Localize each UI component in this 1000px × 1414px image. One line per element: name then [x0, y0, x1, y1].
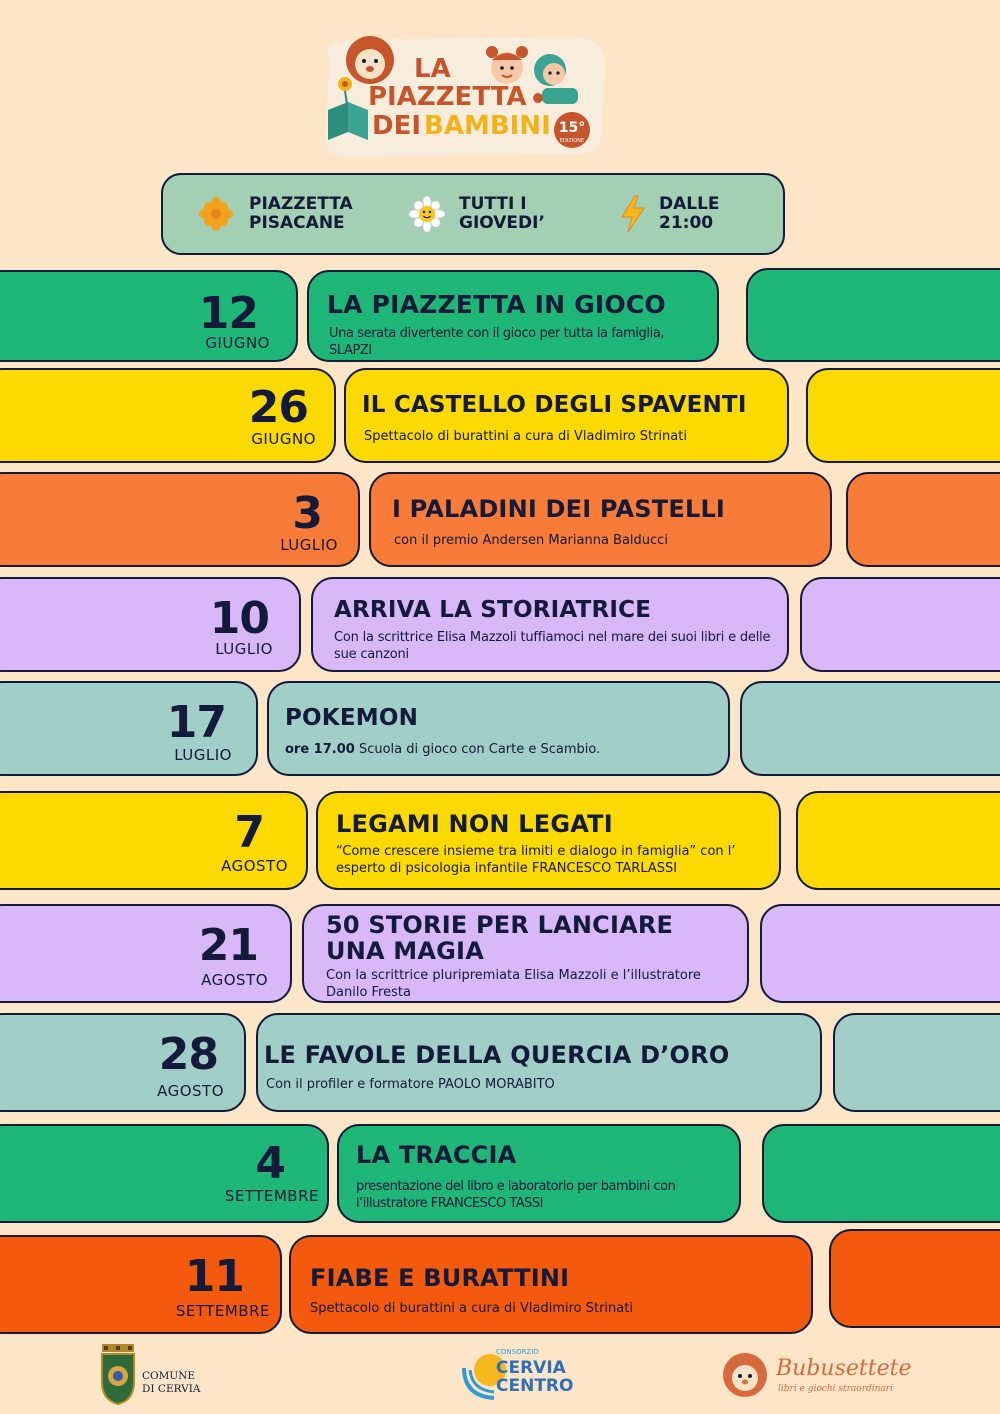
- event-month: SETTEMBRE: [175, 1302, 270, 1320]
- event-description: Con la scrittrice pluripremiata Elisa Mazzoli e l’illustratore Danilo Fresta: [326, 968, 701, 1000]
- event-card: [302, 904, 749, 1003]
- date-block: [0, 1235, 282, 1334]
- event-day: 26: [248, 382, 308, 433]
- event-description: con il premio Andersen Marianna Balducci: [394, 533, 668, 548]
- consorzio-cervia-centro-logo: [460, 1346, 574, 1402]
- event-card: [267, 681, 730, 776]
- logo-line3b: BAMBINI: [424, 111, 551, 141]
- event-title-line2: UNA MAGIA: [326, 937, 484, 965]
- logo-line3a: DEI: [372, 111, 422, 141]
- event-day: 21: [198, 920, 258, 971]
- event-logo: [310, 22, 620, 162]
- event-card: [256, 1013, 822, 1112]
- date-block: [0, 904, 292, 1003]
- event-day: 4: [255, 1138, 285, 1189]
- date-block: [0, 1013, 246, 1112]
- comune-di-cervia-logo: [98, 1342, 208, 1406]
- decor-brick: [796, 791, 1000, 890]
- event-month: LUGLIO: [280, 536, 338, 554]
- consorzio-small: CONSORZIO: [496, 1348, 539, 1356]
- edition-number: 15°: [558, 120, 586, 136]
- info-bar: [161, 173, 785, 255]
- event-card: [311, 577, 789, 672]
- event-day: 17: [166, 697, 226, 748]
- event-card: [307, 270, 719, 362]
- event-card: [337, 1124, 741, 1223]
- flower-icon: [199, 197, 233, 231]
- comune-line1: COMUNE: [142, 1370, 196, 1382]
- info-location: [249, 195, 353, 233]
- event-title-line1: 50 STORIE PER LANCIARE: [326, 911, 674, 939]
- event-description: presentazione del libro e laboratorio per bambini con l’illustratore FRANCESCO TASSI: [356, 1179, 676, 1211]
- event-month: AGOSTO: [157, 1082, 224, 1100]
- info-location-line2: PISACANE: [249, 213, 345, 233]
- info-location-line1: PIAZZETTA: [249, 194, 353, 214]
- info-day: [459, 195, 545, 233]
- event-card: [316, 791, 781, 890]
- event-description: Con la scrittrice Elisa Mazzoli tuffiamoci nel mare dei suoi libri e delle sue canzoni: [334, 630, 771, 662]
- event-title: LEGAMI NON LEGATI: [336, 810, 613, 838]
- date-block: [0, 1124, 329, 1223]
- event-day: 3: [292, 488, 322, 539]
- decor-brick: [762, 1124, 1000, 1223]
- event-title: ARRIVA LA STORIATRICE: [334, 597, 652, 623]
- event-month: GIUGNO: [251, 430, 316, 448]
- event-day: 10: [209, 593, 269, 644]
- event-description: Con il profiler e formatore PAOLO MORABITO: [266, 1077, 555, 1092]
- event-description: [285, 741, 705, 758]
- info-time: [659, 195, 720, 233]
- lion-icon: [346, 36, 394, 84]
- event-description: Una serata divertente con il gioco per tutta la famiglia, SLAPZI: [329, 326, 665, 358]
- decor-brick: [806, 368, 1000, 463]
- event-card: [369, 472, 832, 567]
- logo-graphic: [310, 22, 620, 162]
- event-title: LA PIAZZETTA IN GIOCO: [327, 290, 666, 319]
- consorzio-line2: CENTRO: [496, 1376, 574, 1396]
- decor-brick: [746, 268, 1000, 362]
- info-day-line1: TUTTI I: [459, 194, 527, 214]
- lightning-icon: [619, 195, 647, 233]
- event-card: [289, 1235, 813, 1334]
- date-block: [0, 368, 336, 463]
- consorzio-line1: CERVIA: [496, 1358, 566, 1378]
- decor-brick: [740, 681, 1000, 776]
- date-block: [0, 472, 360, 567]
- daisy-icon: [409, 196, 445, 232]
- bubusettete-logo: [720, 1350, 920, 1400]
- event-month: GIUGNO: [205, 334, 270, 352]
- event-month: AGOSTO: [221, 857, 288, 875]
- date-block: [0, 791, 308, 890]
- event-day: 28: [158, 1029, 218, 1080]
- event-card: [344, 368, 789, 463]
- event-title: IL CASTELLO DEGLI SPAVENTI: [362, 392, 747, 418]
- decor-brick: [800, 577, 1000, 672]
- decor-brick: [760, 904, 1000, 1003]
- info-day-line2: GIOVEDI’: [459, 213, 545, 233]
- event-day: 7: [234, 807, 264, 858]
- event-description: Spettacolo di burattini a cura di Vladimiro Strinati: [364, 429, 687, 444]
- logo-line2: PIAZZETTA: [368, 82, 527, 112]
- decor-brick: [833, 1013, 1000, 1112]
- event-description-text: Scuola di gioco con Carte e Scambio.: [354, 742, 601, 757]
- event-description: Spettacolo di burattini a cura di Vladimiro Strinati: [310, 1301, 633, 1316]
- info-time-line1: DALLE: [659, 194, 720, 214]
- bubusettete-tagline: libri e giochi straordinari: [778, 1384, 893, 1394]
- event-day: 12: [198, 288, 258, 339]
- event-title: LA TRACCIA: [356, 1141, 517, 1169]
- event-time: ore 17.00: [285, 742, 355, 757]
- event-title: LE FAVOLE DELLA QUERCIA D’ORO: [264, 1041, 730, 1069]
- event-description: “Come crescere insieme tra limiti e dialogo in famiglia” con l’ esperto di psicologia infantile FRANCESCO TARLASSI: [336, 844, 736, 876]
- decor-brick: [846, 472, 1000, 567]
- decor-brick: [829, 1229, 1000, 1328]
- comune-line2: DI CERVIA: [142, 1383, 201, 1395]
- event-title: FIABE E BURATTINI: [310, 1264, 570, 1292]
- event-month: SETTEMBRE: [224, 1187, 319, 1205]
- coat-of-arms-icon: [98, 1342, 138, 1406]
- date-block: [0, 681, 258, 776]
- event-month: LUGLIO: [215, 640, 273, 658]
- event-title: POKEMON: [285, 705, 419, 731]
- date-block: [0, 270, 298, 362]
- bubusettete-name: Bubusettete: [776, 1356, 912, 1381]
- info-time-line2: 21:00: [659, 213, 714, 233]
- edition-word: EDIZIONE: [559, 138, 585, 144]
- event-month: AGOSTO: [201, 971, 268, 989]
- lion-icon: [720, 1350, 770, 1400]
- event-title: I PALADINI DEI PASTELLI: [392, 495, 726, 523]
- event-month: LUGLIO: [174, 746, 232, 764]
- logo-line1: LA: [414, 54, 451, 84]
- event-day: 11: [184, 1251, 244, 1302]
- date-block: [0, 577, 301, 672]
